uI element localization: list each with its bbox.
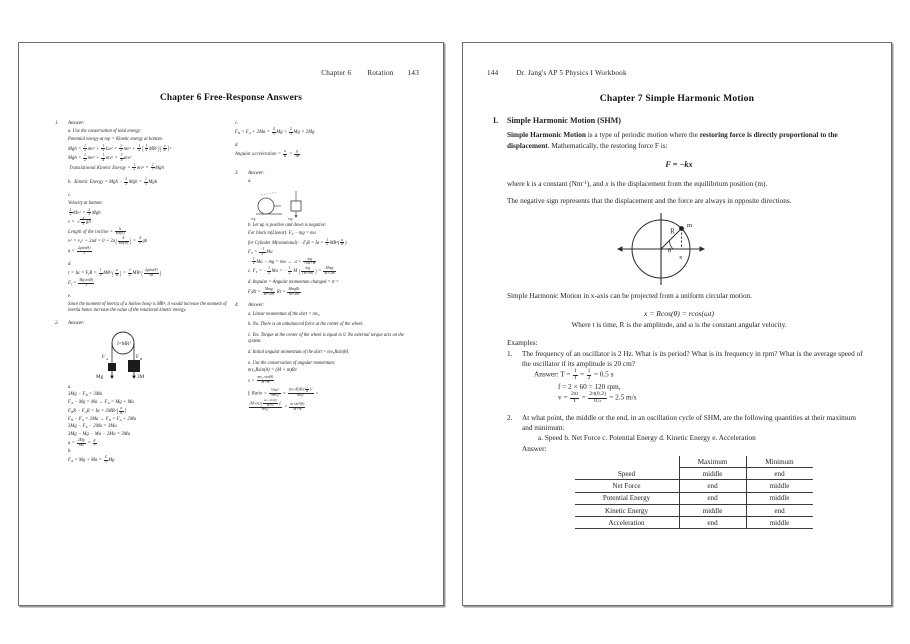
svg-text:m: m — [687, 222, 693, 230]
svg-text:F: F — [102, 354, 105, 360]
answer-item-4-head: Answer: — [248, 303, 265, 309]
left-page-column-b — [235, 119, 415, 412]
answer-4c: c. Yes. Torque at the center of the wheel is equal to 0. No external torque acts on the system. — [248, 333, 404, 345]
table-cell-minimum: middle — [746, 492, 813, 504]
answer-1d-eq2: Ff = $\frac{Mgsin(\theta)}{3}$ — [68, 277, 94, 287]
answer-2a-label: a. — [68, 384, 72, 390]
formula-hookes-law: F = −kx — [665, 160, 693, 170]
answer-item-1 — [55, 121, 227, 314]
answer-1c-eq3: Length of the incline = $\frac{h}{\sin(\theta)}$ — [68, 226, 125, 236]
example-1-answer-line1: Answer: T = $\frac{1}{f}$ = $\frac{1}{2}$ = 0.5 s — [534, 368, 614, 382]
running-head-left — [321, 69, 419, 77]
table-cell-minimum: end — [746, 504, 813, 516]
example-2-choices: a. Speed b. Net Force c. Potential Energy d. Kinetic Energy e. Acceleration — [538, 434, 756, 443]
answer-1e-label: e. — [68, 293, 72, 299]
svg-text:B: B — [140, 356, 143, 361]
answer-1a-label: a. Use the conservation of total energy: — [68, 129, 142, 135]
svg-text:mg: mg — [288, 217, 293, 222]
cylinder-block-diagram-svg — [248, 187, 368, 221]
page-title-left: Chapter 6 Free-Response Answers — [159, 93, 303, 103]
table-cell-maximum: end — [679, 517, 746, 529]
circular-motion-diagram — [493, 213, 865, 285]
answer-item-3-number: 3. — [235, 170, 239, 176]
answer-item-1-number: 1. — [55, 121, 59, 126]
answer-4f-eq1: f. Ratio = $\frac{\frac{1}{2}I\omega^2}{\frac{1}{2}mv0^2}$ = $(m+M)R^2$( $\frac{v}{R}$ )$^2$ $mv0^2$ = — [248, 385, 319, 398]
answer-2a-eq1: 3Mg − FB = 3Ma — [68, 392, 103, 398]
example-1 — [507, 349, 865, 405]
cylinder-block-diagram — [248, 187, 415, 221]
answer-1c2-label: c. — [235, 120, 239, 126]
answer-1c-eq1: $\frac{1}{2}$ $Mv^2$ = $\frac{2}{3}$ Mgh — [69, 207, 101, 217]
page-title-right: Chapter 7 Simple Harmonic Motion — [599, 93, 755, 104]
pulley-diagram — [68, 331, 227, 383]
answer-3d-eq: FtRt = Mmg M+2m Rt = MmgRt M+2m — [248, 286, 300, 296]
answer-2b-eq1: FA = Mg + Ma = $\frac{4}{3}$ Mg — [68, 455, 115, 465]
svg-text:x: x — [679, 254, 683, 262]
svg-text:I=MR²: I=MR² — [117, 341, 131, 347]
paragraph-variables: where k is a constant $(Nm^{-1})$, and x is the displacement from the equilibrium position (m). — [507, 179, 768, 188]
table-cell-maximum: end — [679, 480, 746, 492]
answer-4a: a. Linear momentum of the dart = mv₀ — [248, 311, 320, 317]
paragraph-definition — [507, 130, 865, 151]
svg-text:3M: 3M — [137, 373, 145, 380]
answer-3b-line: b. Let up is positive and down is negative: — [248, 222, 327, 228]
answer-1a-eq3: Translational Kinetic Energy = $\frac{1}{2}$ $mv^2$ = $\frac{2}{3}$ Mgh — [68, 162, 164, 172]
example-1-answer-line2: f = 2 × 60 = 120 rpm, — [558, 382, 621, 391]
page-number-left: 143 — [407, 69, 419, 77]
answer-1b: b. Kinetic Energy = Mgh − $\frac{2}{3}$ Mgh = $\frac{1}{3}$ Mgh — [68, 177, 158, 186]
example-1-number: 1. — [507, 349, 513, 358]
answer-1e-text: Since the moment of inertia of a hollow hoop is MR², it would increase the moment of inertia hence increase the value of the rotational kinetic energy. — [68, 301, 227, 314]
section-roman-numeral: I. — [493, 116, 499, 125]
svg-text:mg: mg — [251, 217, 256, 222]
table-row — [575, 492, 813, 504]
right-page-body — [493, 115, 865, 529]
table-header-blank — [575, 456, 680, 468]
paragraph-projection: Simple Harmonic Motion in x-axis can be projected from a uniform circular motion. — [507, 292, 753, 301]
table-cell-quantity: Kinetic Energy — [575, 504, 680, 516]
answer-2a-eq7: a = $\frac{2Mg}{6M}$ = $\frac{g}{3}$ — [68, 438, 96, 447]
answer-1c-label: c. — [68, 193, 72, 199]
table-cell-minimum: middle — [746, 480, 813, 492]
pulley-diagram-svg — [68, 331, 228, 383]
answer-item-3 — [235, 171, 415, 296]
answer-1c-eq5: a = $\frac{2gsin(\theta)}{3}$ — [68, 245, 91, 255]
answer-4b: b. No. There is an unbalanced force at the center of the wheel. — [248, 322, 364, 328]
table-row — [575, 468, 813, 480]
table-row — [575, 504, 813, 516]
table-header-row — [575, 456, 813, 468]
svg-text:A: A — [106, 356, 109, 361]
running-head-chapter: Chapter 6 — [321, 69, 352, 77]
answer-2a-eq3: FBR − FAR = $I\alpha = 2MR^2$( $\frac{a}{R}$ ) — [68, 406, 126, 415]
answer-3b-eq2: − $\frac{1}{2}$ Ma − mg = ma → a = $\frac{mg}{\text{½M+m}}$ — [248, 256, 316, 266]
table-cell-maximum: middle — [679, 468, 746, 480]
formula-x-position: x = Rcos(θ) = rcos(ωt) — [643, 308, 715, 318]
table-row — [575, 517, 813, 529]
answer-1a-eq1: Mgh = $\frac{1}{2}$ $mv^2$ + $\frac{1}{2}$ $I\omega^2$ = $\frac{1}{2}$ $mv^2$ + $\frac{1}{2}$ ( $\frac{1}{2}$ $MR^2$)( $\frac{v}{R}$ )$^2$ — [68, 143, 172, 153]
section-heading — [493, 115, 865, 126]
table-cell-maximum: middle — [679, 504, 746, 516]
answer-1c-line1: Velocity at bottom: — [68, 201, 104, 207]
table-cell-maximum: end — [679, 492, 746, 504]
section-heading-text: Simple Harmonic Motion (SHM) — [507, 116, 621, 125]
table-cell-quantity: Speed — [575, 468, 680, 480]
example-2-number: 2. — [507, 413, 513, 422]
answer-1a-eq2: Mgh = $\frac{1}{2}$ $mv^2$ + $\frac{1}{4}$ $mv^2$ = $\frac{3}{4}$ $mv^2$ — [68, 153, 132, 162]
answer-item-2-head: Answer: — [68, 321, 85, 327]
answer-3b-eq1: FT = $\frac{-1}{2}$ Ma — [248, 247, 273, 256]
term-shm: Simple Harmonic Motion — [507, 131, 586, 140]
svg-text:R: R — [670, 227, 675, 236]
example-1-answer-line3: v = $\frac{2\pi r}{T}$ = $\frac{2\pi(0.2)}{0.5}$ = 2.5 m/s — [558, 391, 637, 405]
answer-item-4 — [235, 303, 415, 412]
document-page-right — [462, 42, 892, 606]
svg-text:θ: θ — [668, 247, 672, 255]
circular-motion-diagram-svg — [493, 213, 863, 285]
example-1-question: The frequency of an oscillator is 2 Hz. What is its period? What is its frequency in rpm? What is the average speed of the oscillator if its amplitude is 20 cm? — [522, 349, 863, 369]
answer-2a-eq2: FA − Mg = Ma → FA = Mg + Ma — [68, 399, 134, 405]
answer-3b-line2: For block m(Linear): FT − mg = ma — [248, 230, 316, 236]
answer-1c2-eq: FB = FA + 2Ma = $\frac{4}{3}$ Mg + $\frac{2}{3}$ Mg = 2Mg — [235, 127, 315, 136]
table-header-minimum: Minimum — [746, 456, 813, 468]
examples-list — [507, 349, 865, 530]
table-cell-minimum: middle — [746, 517, 813, 529]
running-head-right — [487, 69, 627, 77]
answer-3c-eq: c. FT = − $\frac{1}{2}$ Ma = − $\frac{1}{2}$ M ( $\frac{mg}{(M+m)}$ ) = Mmg M+2m — [248, 266, 335, 276]
answer-3b-line3: for Cylinder M(rotational): −FfR = Iα = $\frac{1}{2}$ $MR^2$( $\frac{a}{R}$ ) — [248, 237, 347, 247]
answer-3a-label: a. — [248, 179, 252, 185]
document-page-left — [18, 42, 444, 606]
table-header-maximum: Maximum — [679, 456, 746, 468]
table-cell-quantity: Potential Energy — [575, 492, 680, 504]
answer-4f-eq2: (M+m)( mvo sin(θ) M+m )$^2$ $mv0^2$ = $\frac{m \sin^2(\theta)}{M+m}$ — [249, 398, 305, 412]
answer-2a-eq4: FB − FA = 2Ma → FB = FA + 2Ma — [68, 416, 137, 422]
answer-4e-eq1: mvoRsin(θ) = (M + m)Rv — [248, 368, 298, 374]
examples-label: Examples: — [507, 338, 538, 347]
running-head-topic: Rotation — [367, 69, 394, 77]
example-2 — [507, 413, 865, 530]
answer-4e-label: e. Use the conservation of angular momentum: — [248, 361, 336, 367]
table-cell-minimum: end — [746, 468, 813, 480]
answer-1d-label: d. — [68, 261, 72, 267]
answer-1d2-eq: Angular acceleration = $\frac{a}{R}$ = $\frac{g}{3R}$ — [235, 149, 300, 159]
answer-2a-eq6: 3Mg − Mg − Ma − 2Ma = 3Ma — [68, 431, 131, 437]
para1-text1: is a type of periodic motion where the — [585, 131, 700, 140]
answer-1a-line2: Potential energy at top = Kinetic energy at bottom. — [68, 137, 163, 143]
answer-4e-eq2: v = mvo sin(θ) M+m — [248, 374, 274, 385]
answer-1c-eq2: v = √ $\frac{4}{3}$ gh — [68, 217, 91, 226]
table-row — [575, 480, 813, 492]
term-restoring-force: restoring force is directly proportional to the displacement — [507, 131, 838, 150]
answer-item-4-number: 4. — [235, 303, 239, 309]
running-head-book: Dr. Jang's AP 5 Physics I Workbook — [516, 69, 627, 77]
answer-1d2-label: d. — [235, 143, 239, 149]
answer-2b-label: b. — [68, 449, 72, 455]
answer-item-2 — [55, 321, 227, 465]
shm-max-min-table — [575, 456, 813, 530]
table-cell-quantity: Net Force — [575, 480, 680, 492]
formula-x-note: Where t is time, R is the amplitude, and ω is the constant angular velocity. — [571, 321, 787, 330]
answer-3d-line: d. Impulse = Angular momentum changed = τt = — [248, 280, 340, 286]
para1-text2: . Mathematically, the restoring force F is: — [547, 141, 668, 150]
page-number-right: 144 — [487, 69, 499, 77]
example-2-question: At what point, the middle or the end, in an oscillation cycle of SHM, are the following quantities at their maximum and minimum: — [522, 413, 857, 433]
paragraph-negative-sign: The negative sign represents that the displacement and the force are always in opposite directions. — [507, 196, 792, 205]
example-1-answer-label: Answer: — [534, 370, 559, 379]
answer-4d: d. Initial angular momentum of the dart = mv₀Rsin(θ). — [248, 350, 350, 356]
table-cell-quantity: Acceleration — [575, 517, 680, 529]
svg-text:F: F — [136, 354, 139, 360]
answer-1c-eq4: $v^2 = v0^2 + 2ad = 0 + 2a$( $\frac{h}{\sin(\theta)}$ ) = $\frac{4}{3}$ gh — [68, 236, 148, 246]
answer-1d-eq1: τ = Iα = FfR = $\frac{1}{2}$ $MR^2$( $\frac{a}{R}$ ) = $\frac{1}{2}$ $MR^2$( $\frac{2gsin(\theta)}{3R}$ ) — [68, 268, 162, 278]
answer-item-2-number: 2. — [55, 321, 59, 327]
example-2-answer-label: Answer: — [522, 444, 547, 453]
answer-item-3-head: Answer: — [248, 170, 265, 176]
left-page-column-a — [55, 119, 227, 465]
svg-text:Mg: Mg — [96, 373, 104, 380]
answer-2a-eq5: 3Mg − FA − 2Ma = 3Ma — [68, 424, 117, 430]
answer-item-1-head: Answer: — [68, 121, 85, 126]
